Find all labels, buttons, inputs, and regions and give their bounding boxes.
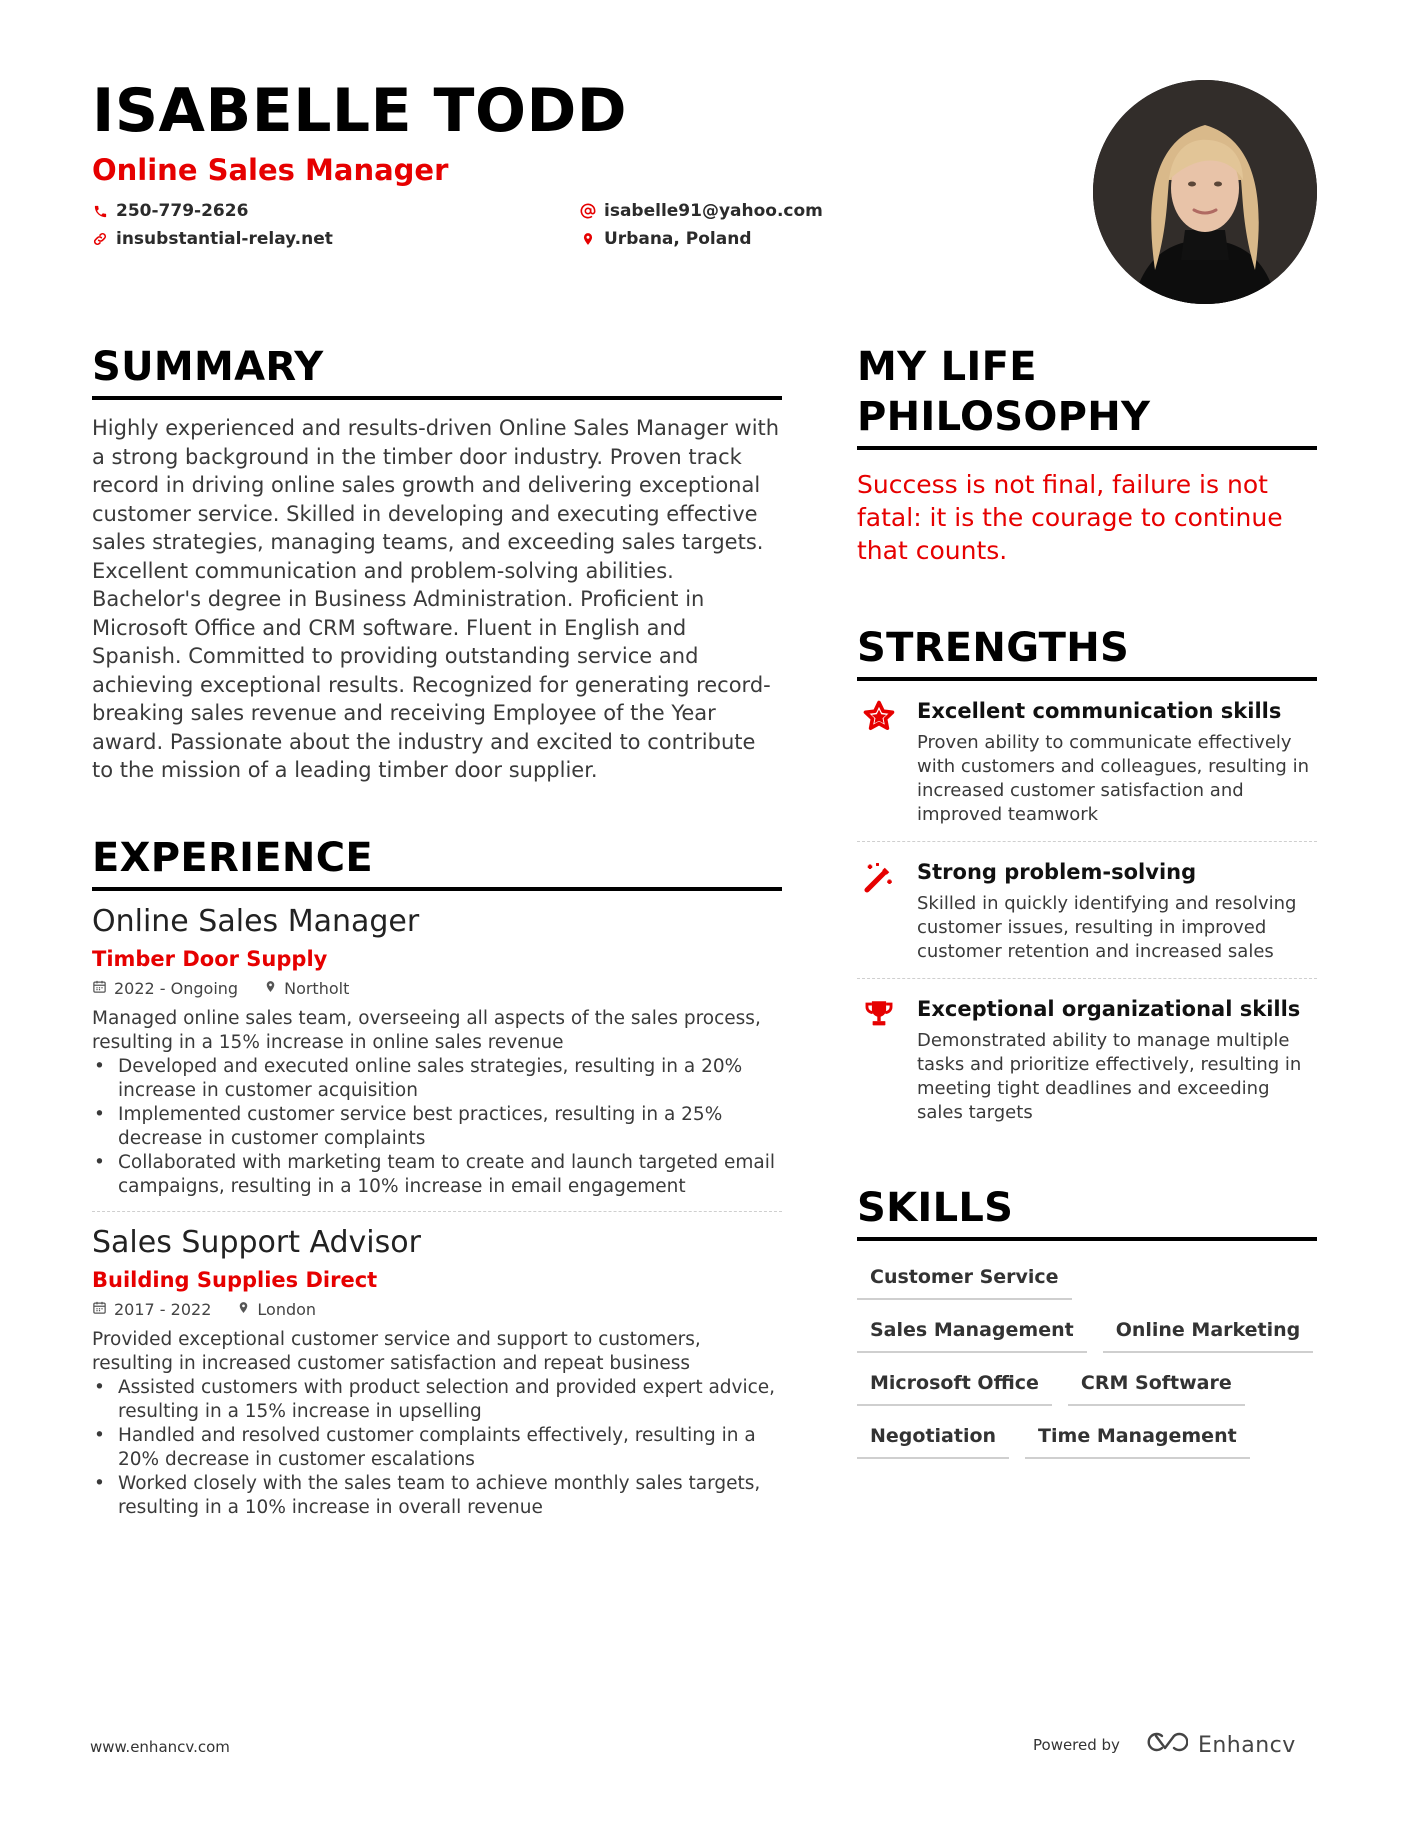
strength-title: Strong problem-solving	[917, 860, 1197, 884]
contact-website[interactable]	[92, 228, 580, 250]
left-column	[92, 342, 782, 1520]
strength-title: Exceptional organizational skills	[917, 997, 1301, 1021]
job-dates	[92, 1300, 211, 1320]
profile-photo	[1093, 80, 1317, 304]
job-entry	[92, 903, 782, 1212]
resume-header	[92, 76, 1052, 250]
strength-description: Demonstrated ability to manage multiple tasks and prioritize effectively, resulting in meeting tight deadlines and exceeding sales targets	[917, 1030, 1302, 1123]
star-icon	[857, 697, 901, 827]
list-item: • Collaborated with marketing team to create and launch targeted email campaigns, resulting in a 10% increase in email engagement	[92, 1151, 782, 1199]
skills-section	[857, 1183, 1317, 1459]
skill-tag: Time Management	[1025, 1418, 1250, 1459]
philosophy-quote: Success is not final, failure is not fatal: it is the courage to continue that counts.	[857, 470, 1283, 565]
job-bullets	[92, 1376, 782, 1520]
candidate-role: Online Sales Manager	[92, 153, 449, 187]
skill-tag: Sales Management	[857, 1312, 1087, 1353]
list-item: • Assisted customers with product selection and provided expert advice, resulting in a 15% increase in upselling	[92, 1376, 782, 1424]
footer-website[interactable]: www.enhancv.com	[90, 1738, 230, 1756]
philosophy-heading-line2: PHILOSOPHY	[857, 394, 1151, 440]
experience-section	[92, 833, 782, 1520]
website-text: insubstantial-relay.net	[116, 229, 333, 249]
company-name: Building Supplies Direct	[92, 1267, 378, 1292]
brand-logo[interactable]	[1142, 1730, 1296, 1760]
job-description: Provided exceptional customer service and support to customers, resulting in increased customer satisfaction and repeat business	[92, 1328, 701, 1374]
calendar-icon	[92, 1300, 107, 1320]
job-meta	[92, 1300, 782, 1320]
phone-text: 250-779-2626	[116, 201, 249, 221]
summary-text: Highly experienced and results-driven Online Sales Manager with a strong background in the timber door industry. Proven track record in driving online sales growth and delivering exceptional customer service. Skilled in developing and executing effective sales strategies, managing teams, and exceeding sales targets. Excellent communication and problem-solving abilities. Bachelor's degree in Business Administration. Proficient in Microsoft Office and CRM software. Fluent in English and Spanish. Committed to providing outstanding service and achieving exceptional results. Recognized for generating record-breaking sales revenue and receiving Employee of the Year award. Passionate about the industry and excited to contribute to the mission of a leading timber door supplier.	[92, 416, 780, 782]
job-meta	[92, 979, 782, 999]
location-pin-icon	[237, 1300, 250, 1320]
skills-heading: SKILLS	[857, 1185, 1014, 1231]
job-location	[237, 1300, 316, 1320]
enhancv-logo-icon	[1142, 1730, 1188, 1760]
contact-location	[580, 228, 980, 250]
job-description: Managed online sales team, overseeing all aspects of the sales process, resulting in a 15% increase in online sales revenue	[92, 1007, 761, 1053]
list-item: • Implemented customer service best practices, resulting in a 25% decrease in customer complaints	[92, 1103, 782, 1151]
strength-description: Proven ability to communicate effectively with customers and colleagues, resulting in increased customer satisfaction and improved teamwork	[917, 732, 1309, 825]
magic-wand-icon	[857, 858, 901, 964]
brand-name: Enhancv	[1197, 1732, 1296, 1758]
section-divider	[857, 1237, 1317, 1241]
trophy-icon	[857, 995, 901, 1125]
section-divider	[92, 887, 782, 891]
list-item: • Worked closely with the sales team to achieve monthly sales targets, resulting in a 10% increase in overall revenue	[92, 1472, 782, 1520]
job-dates-text: 2022 - Ongoing	[114, 978, 239, 998]
strength-title: Excellent communication skills	[917, 699, 1282, 723]
philosophy-section	[857, 342, 1317, 567]
section-divider	[857, 446, 1317, 450]
strength-item	[857, 681, 1317, 841]
email-text: isabelle91@yahoo.com	[604, 201, 823, 221]
dashed-divider	[92, 1211, 782, 1212]
list-item: • Handled and resolved customer complaints effectively, resulting in a 20% decrease in customer escalations	[92, 1424, 782, 1472]
phone-icon	[92, 203, 108, 219]
company-name: Timber Door Supply	[92, 946, 328, 971]
skills-list	[857, 1259, 1317, 1459]
job-title: Sales Support Advisor	[92, 1224, 421, 1260]
powered-by-label: Powered by	[1033, 1736, 1120, 1754]
job-bullets	[92, 1055, 782, 1199]
skill-tag: Customer Service	[857, 1259, 1072, 1300]
candidate-name: ISABELLE TODD	[92, 76, 628, 146]
philosophy-heading-line1: MY LIFE	[857, 344, 1037, 390]
strength-item	[857, 979, 1317, 1139]
job-dates	[92, 979, 238, 999]
section-divider	[92, 396, 782, 400]
contact-phone[interactable]	[92, 200, 580, 222]
list-item: • Developed and executed online sales strategies, resulting in a 20% increase in customer acquisition	[92, 1055, 782, 1103]
job-dates-text: 2017 - 2022	[114, 1299, 212, 1319]
job-location-text: London	[257, 1299, 317, 1319]
calendar-icon	[92, 979, 107, 999]
summary-heading: SUMMARY	[92, 344, 324, 390]
experience-heading: EXPERIENCE	[92, 834, 373, 881]
location-text: Urbana, Poland	[604, 229, 752, 249]
job-entry	[92, 1224, 782, 1520]
location-pin-icon	[580, 231, 596, 247]
job-title: Online Sales Manager	[92, 903, 420, 939]
job-location	[264, 979, 349, 999]
location-pin-icon	[264, 979, 277, 999]
footer-branding	[1033, 1730, 1296, 1760]
job-location-text: Northolt	[284, 978, 350, 998]
skill-tag: CRM Software	[1068, 1365, 1245, 1406]
right-column	[857, 342, 1317, 1459]
skill-tag: Online Marketing	[1103, 1312, 1314, 1353]
skill-tag: Microsoft Office	[857, 1365, 1052, 1406]
link-icon	[92, 231, 108, 247]
strengths-section	[857, 623, 1317, 1139]
strength-description: Skilled in quickly identifying and resolving customer issues, resulting in improved customer retention and increased sales	[917, 893, 1297, 962]
contact-email[interactable]	[580, 200, 980, 222]
skill-tag: Negotiation	[857, 1418, 1009, 1459]
strengths-heading: STRENGTHS	[857, 625, 1130, 671]
contact-info	[92, 200, 1052, 250]
summary-section	[92, 342, 782, 785]
strength-item	[857, 842, 1317, 978]
at-sign-icon	[580, 203, 596, 219]
